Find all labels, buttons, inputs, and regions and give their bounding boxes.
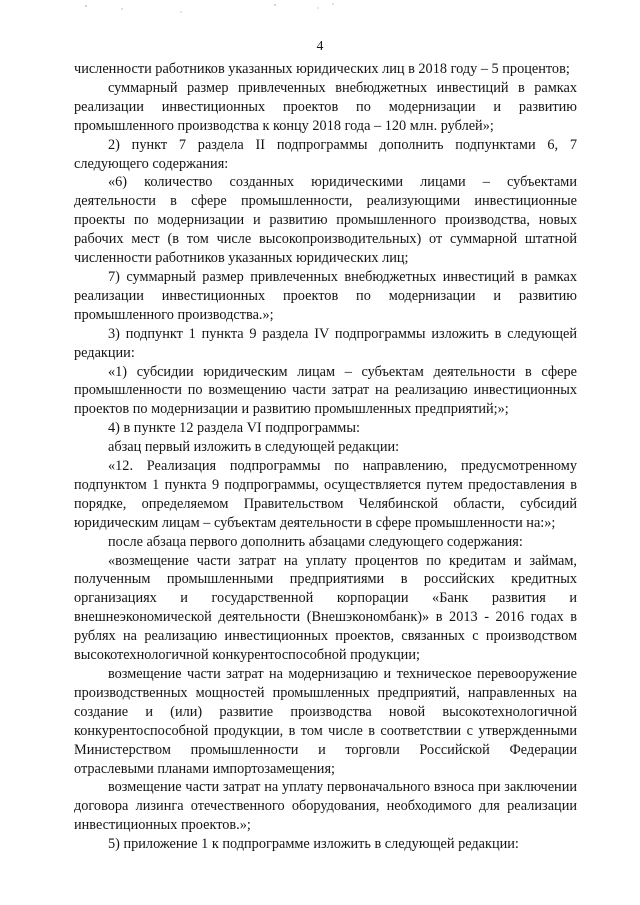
paragraph: после абзаца первого дополнить абзацами следующего содержания: bbox=[108, 533, 523, 550]
paragraph: суммарный размер привлеченных внебюджетных инвестиций в рамках реализации инвестиционных проектов по модернизации и развитию промышленного производства к концу 2018 года – 120 млн. рублей»; bbox=[74, 79, 577, 134]
paragraph: «1) субсидии юридическим лицам – субъектам деятельности в сфере промышленности по возмещению части затрат на реализацию инвестиционных проектов по модернизации и развитию промышленных предприятий;»; bbox=[74, 363, 577, 418]
paragraph: 4) в пункте 12 раздела VI подпрограммы: bbox=[108, 420, 360, 437]
paragraph: абзац первый изложить в следующей редакции: bbox=[108, 439, 400, 456]
paragraph: численности работников указанных юридических лиц в 2018 году – 5 процентов; bbox=[74, 61, 570, 77]
paragraph: «6) количество созданных юридическими лицами – субъектами деятельности в сфере промышленности, реализующими инвестиционные проекты по модернизации и развитию промышленного производства, новых рабочих мест (в том числе высокопроизводительных) от суммарной штатной численности работников указанных юридических лиц; bbox=[74, 174, 577, 267]
paragraph: «возмещение части затрат на уплату процентов по кредитам и займам, полученным промышленными предприятиями в российских кредитных организациях и государственной корпорации «Банк развития и внешнеэкономической деятельности (Внешэкономбанк)» в 2013 - 2016 годах в рублях на реализацию инвестиционных проектов, связанных с производством высокотехнологичной конкурентоспособной продукции; bbox=[74, 552, 577, 664]
paragraph: 5) приложение 1 к подпрограмме изложить в следующей редакции: bbox=[108, 836, 519, 853]
paragraph: «12. Реализация подпрограммы по направлению, предусмотренному подпунктом 1 пункта 9 подпрограммы, осуществляется путем предоставления в порядке, определяемом Правительством Челябинской области, субсидий юридическим лицам – субъектам деятельности в сфере промышленности на:»; bbox=[74, 458, 577, 531]
paragraph: 2) пункт 7 раздела II подпрограммы дополнить подпунктами 6, 7 следующего содержания: bbox=[74, 136, 577, 172]
paragraph: 7) суммарный размер привлеченных внебюджетных инвестиций в рамках реализации инвестиционных проектов по модернизации и развитию промышленного производства.»; bbox=[74, 268, 577, 323]
page-number: 4 bbox=[316, 38, 324, 53]
paragraph: 3) подпункт 1 пункта 9 раздела IV подпрограммы изложить в следующей редакции: bbox=[74, 325, 577, 361]
scan-artifacts bbox=[0, 0, 640, 20]
paragraph: возмещение части затрат на модернизацию и техническое перевооружение производственных мощностей промышленных предприятий, направленных на создание и (или) развитие производства новой высокотехнологичной конкурентоспособной продукции, в том числе в соответствии с утвержденными Министерством промышленности и торговли Российской Федерации отраслевыми планами импортозамещения; bbox=[74, 666, 577, 777]
paragraph: возмещение части затрат на уплату первоначального взноса при заключении договора лизинга отечественного оборудования, необходимого для реализации инвестиционных проектов.»; bbox=[74, 779, 577, 834]
document-body bbox=[74, 60, 577, 854]
